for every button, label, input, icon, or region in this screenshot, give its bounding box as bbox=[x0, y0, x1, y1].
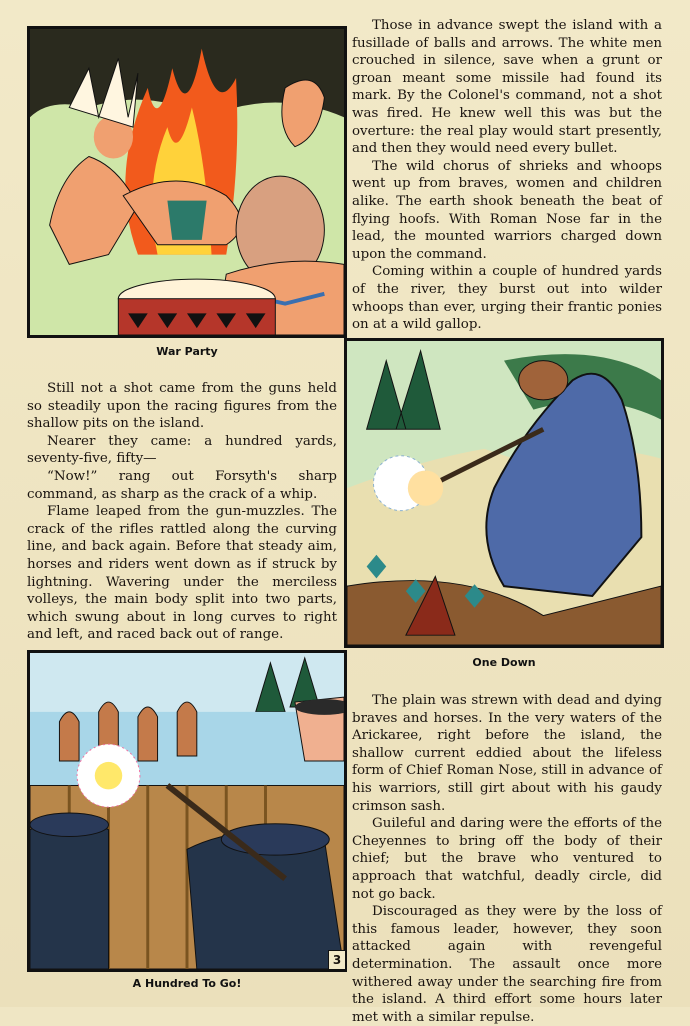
paragraph: Guileful and daring were the efforts of the Cheyennes to bring off the body of their chief; but the brave who ventured to approach that watchful, deadly circle, did not go back. bbox=[352, 816, 662, 902]
paragraph: Discouraged as they were by the loss of this famous leader, however, they soon attacked again with revengeful determination. The assault once more withered away under the searching fire from the island. A third effort some hours later met with a similar repulse. bbox=[352, 904, 662, 1025]
soldier-firing-rifle-icon bbox=[347, 341, 661, 645]
text-column-bottom-right bbox=[352, 692, 662, 1026]
cavalry-charge-river-icon bbox=[30, 653, 344, 969]
text-column-middle-left bbox=[27, 380, 337, 644]
paragraph: Those in advance swept the island with a fusillade of balls and arrows. The white men crouched in silence, save when a grunt or groan meant some missile had found its mark. By the Colonel's command, not a shot was fired. He knew well this was but the overture: the real play would start presently, and then they would need every bullet. bbox=[352, 18, 662, 157]
panel-one-down bbox=[344, 338, 664, 648]
panel-hundred-to-go bbox=[27, 650, 347, 972]
caption-hundred-to-go: A Hundred To Go! bbox=[132, 977, 242, 990]
page-number: 3 bbox=[328, 950, 346, 970]
caption-war-party: War Party bbox=[156, 345, 218, 358]
caption-one-down: One Down bbox=[472, 656, 536, 669]
paragraph: “Now!” rang out Forsyth's sharp command, as sharp as the crack of a whip. bbox=[27, 468, 337, 502]
paragraph: Flame leaped from the gun-muzzles. The crack of the rifles rattled along the curving line, and back again. Before that steady aim, horses and riders went down as if struck by lightning. Wavering under the merciless volleys, the main body split into two parts, which swung about in long curves to right and left, and raced back out of range. bbox=[27, 504, 337, 643]
paragraph: Still not a shot came from the guns held so steadily upon the racing figures from the shallow pits on the island. bbox=[27, 381, 337, 432]
paragraph: The plain was strewn with dead and dying braves and horses. In the very waters of the Arickaree, right before the island, the shallow current eddied about the lifeless form of Chief Roman Nose, still in advance of his warriors, still girt about with his gaudy crimson sash. bbox=[352, 693, 662, 814]
paragraph: Nearer they came: a hundred yards, seventy-five, fifty— bbox=[27, 433, 337, 467]
indian-dance-fire-icon bbox=[30, 29, 344, 335]
panel-war-party bbox=[27, 26, 347, 338]
paragraph: Coming within a couple of hundred yards of the river, they burst out into wilder whoops than ever, urging their frantic ponies on at a wild gallop. bbox=[352, 264, 662, 333]
paragraph: The wild chorus of shrieks and whoops went up from braves, women and children alike. The earth shook beneath the beat of flying hoofs. With Roman Nose far in the lead, the mounted warriors charged down upon the command. bbox=[352, 158, 662, 262]
text-column-top-right bbox=[352, 17, 662, 334]
